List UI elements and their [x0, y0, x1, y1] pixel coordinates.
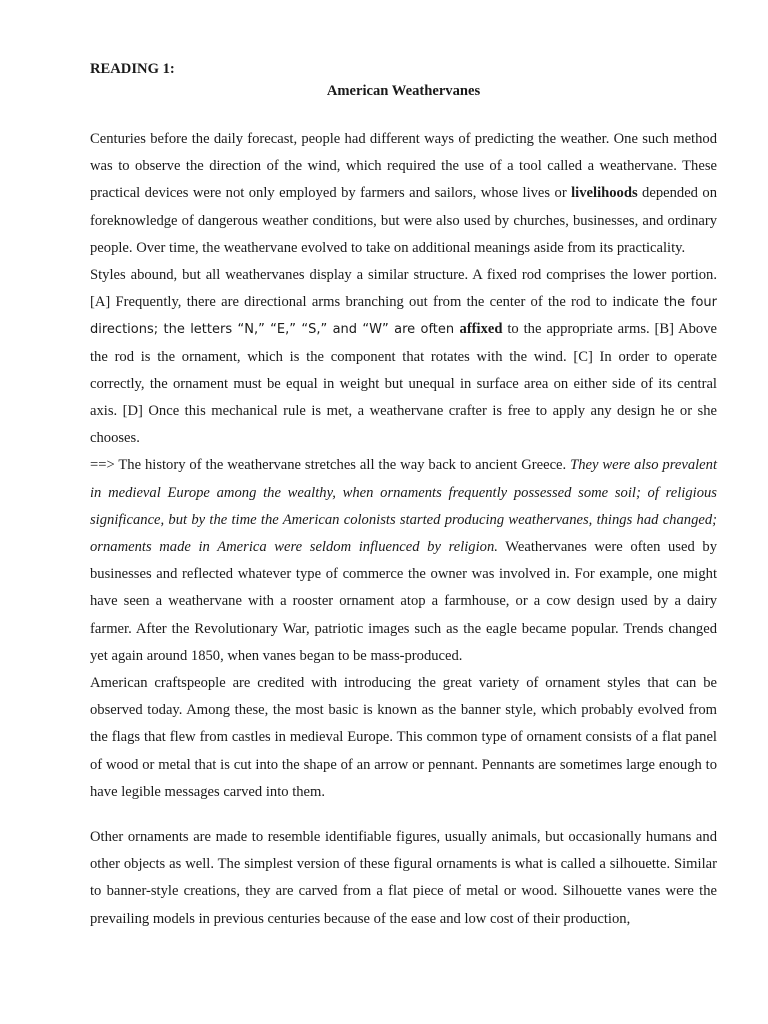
paragraph-1-text-c: depended on foreknowledge of dangerous weather conditions, but were also used by churches, businesses, and ordinary people. Over time, the weathervane evolved to take on additional meanings aside from its practicality.	[90, 185, 718, 256]
paragraph-3-text-c: Weathervanes were often used by businesses and reflected whatever type of commerce the owner was involved in. For example, one might have seen a weathervane with a rooster ornament atop a farmhouse, or a cow design used by a dairy farmer. After the Revolutionary War, patriotic images such as the eagle became popular. Trends changed yet again around 1850, when vanes began to be mass-produced.	[90, 539, 717, 664]
paragraph-1	[90, 126, 717, 262]
paragraph-2-text-a: Styles abound, but all weathervanes display a similar structure. A fixed rod comprises the lower portion. [A] Frequently, there are directional arms branching out from the center of the rod to indicate	[90, 267, 717, 311]
term-livelihoods: livelihoods	[571, 185, 638, 202]
paragraph-2-text-b: the four directions; the letters “N,” “E,” “S,” and “W” are often	[90, 295, 717, 338]
paragraph-1-text-a: Centuries before the daily forecast, people had different ways of predicting the weather. One such method was to observe the direction of the wind, which required the use of a tool called a weathervane. These practical devices were not only employed by farmers and sailors, whose lives or	[90, 131, 717, 202]
paragraph-3-italic-sentence: They were also prevalent in medieval Europe among the wealthy, when ornaments frequently possessed some soil; of religious significance, but by the time the American colonists started producing weathervanes, things had changed; ornaments made in America were seldom influenced by religion.	[90, 457, 717, 556]
paragraph-2	[90, 262, 717, 452]
paragraph-3-text-a: ==> The history of the weathervane stretches all the way back to ancient Greece.	[90, 457, 571, 474]
term-affixed: affixed	[459, 321, 503, 338]
document-title: American Weathervanes	[326, 83, 481, 99]
paragraph-5: Other ornaments are made to resemble identifiable figures, usually animals, but occasionally humans and other objects as well. The simplest version of these figural ornaments is what is called a silhouette. Similar to banner-style creations, they are carved from a flat piece of metal or wood. Silhouette vanes were the prevailing models in previous centuries because of the ease and low cost of their production,	[90, 829, 717, 927]
document-page	[90, 58, 717, 933]
reading-heading: READING 1:	[90, 61, 175, 77]
paragraph-4: American craftspeople are credited with introducing the great variety of ornament styles that can be observed today. Among these, the most basic is known as the banner style, which probably evolved from the flags that flew from castles in medieval Europe. This common type of ornament consists of a flat panel of wood or metal that is cut into the shape of an arrow or pennant. Pennants are sometimes large enough to have legible messages carved into them.	[90, 675, 717, 800]
paragraph-2-text-d: to the appropriate arms. [B] Above the rod is the ornament, which is the component that rotates with the wind. [C] In order to operate correctly, the ornament must be equal in weight but unequal in surface area on either side of its central axis. [D] Once this mechanical rule is met, a weathervane crafter is free to apply any design he or she chooses.	[90, 321, 717, 447]
paragraph-3	[90, 452, 717, 670]
